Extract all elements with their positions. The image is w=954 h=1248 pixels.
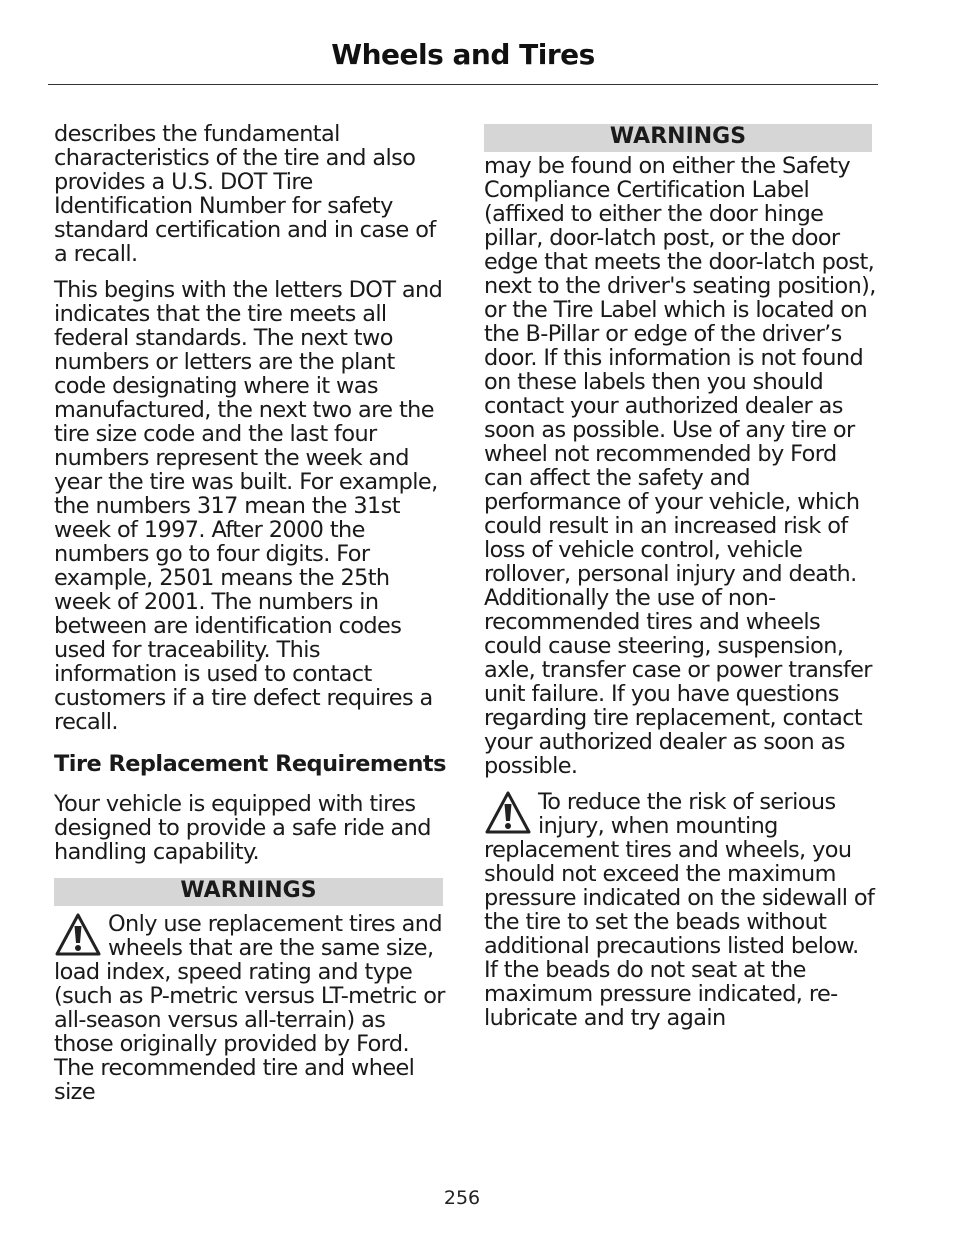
section-heading: Tire Replacement Requirements	[54, 751, 446, 777]
body-paragraph: describes the fundamental characteristics of the tire and also provides a U.S. DOT Tire Identification Number for safety standard certification and in case of a recall.	[54, 121, 436, 267]
warnings-header: WARNINGS	[484, 124, 872, 152]
right-column	[484, 122, 878, 1042]
warnings-header: WARNINGS	[54, 878, 443, 906]
warning-triangle-icon	[54, 912, 102, 958]
warning-paragraph	[54, 912, 446, 1104]
warning-triangle-icon	[484, 790, 532, 836]
page-title: Wheels and Tires	[331, 38, 595, 71]
warning-text: To reduce the risk of serious injury, when mounting replacement tires and wheels, you should not exceed the maximum pressure indicated on the sidewall of the tire to set the beads without additional precautions listed below. If the beads do not seat at the maximum pressure indicated, re-lubricate and try again	[484, 789, 875, 1031]
left-column	[54, 122, 446, 1116]
page-number: 256	[443, 1187, 481, 1209]
page-header	[48, 36, 878, 85]
body-paragraph: Your vehicle is equipped with tires designed to provide a safe ride and handling capability.	[54, 791, 431, 865]
warning-text: Only use replacement tires and wheels that are the same size, load index, speed rating and type (such as P-metric versus LT-metric or all-season versus all-terrain) as those originally provided by Ford. The recommended tire and wheel size	[54, 911, 445, 1105]
warning-paragraph	[484, 790, 878, 1030]
body-paragraph: This begins with the letters DOT and indicates that the tire meets all federal standards. The next two numbers or letters are the plant code designating where it was manufactured, the next two are the tire size code and the last four numbers represent the week and year the tire was built. For example, the numbers 317 mean the 31st week of 1997. After 2000 the numbers go to four digits. For example, 2501 means the 25th week of 2001. The numbers in between are identification codes used for traceability. This information is used to contact customers if a tire defect requires a recall.	[54, 277, 443, 735]
body-paragraph: may be found on either the Safety Compliance Certification Label (affixed to either the door hinge pillar, door-latch post, or the door edge that meets the door-latch post, next to the driver's seating position), or the Tire Label which is located on the B-Pillar or edge of the driver’s door. If this information is not found on these labels then you should contact your authorized dealer as soon as possible. Use of any tire or wheel not recommended by Ford can affect the safety and performance of your vehicle, which could result in an increased risk of loss of vehicle control, vehicle rollover, personal injury and death. Additionally the use of non-recommended tires and wheels could cause steering, suspension, axle, transfer case or power transfer unit failure. If you have questions regarding tire replacement, contact your authorized dealer as soon as possible.	[484, 153, 876, 779]
